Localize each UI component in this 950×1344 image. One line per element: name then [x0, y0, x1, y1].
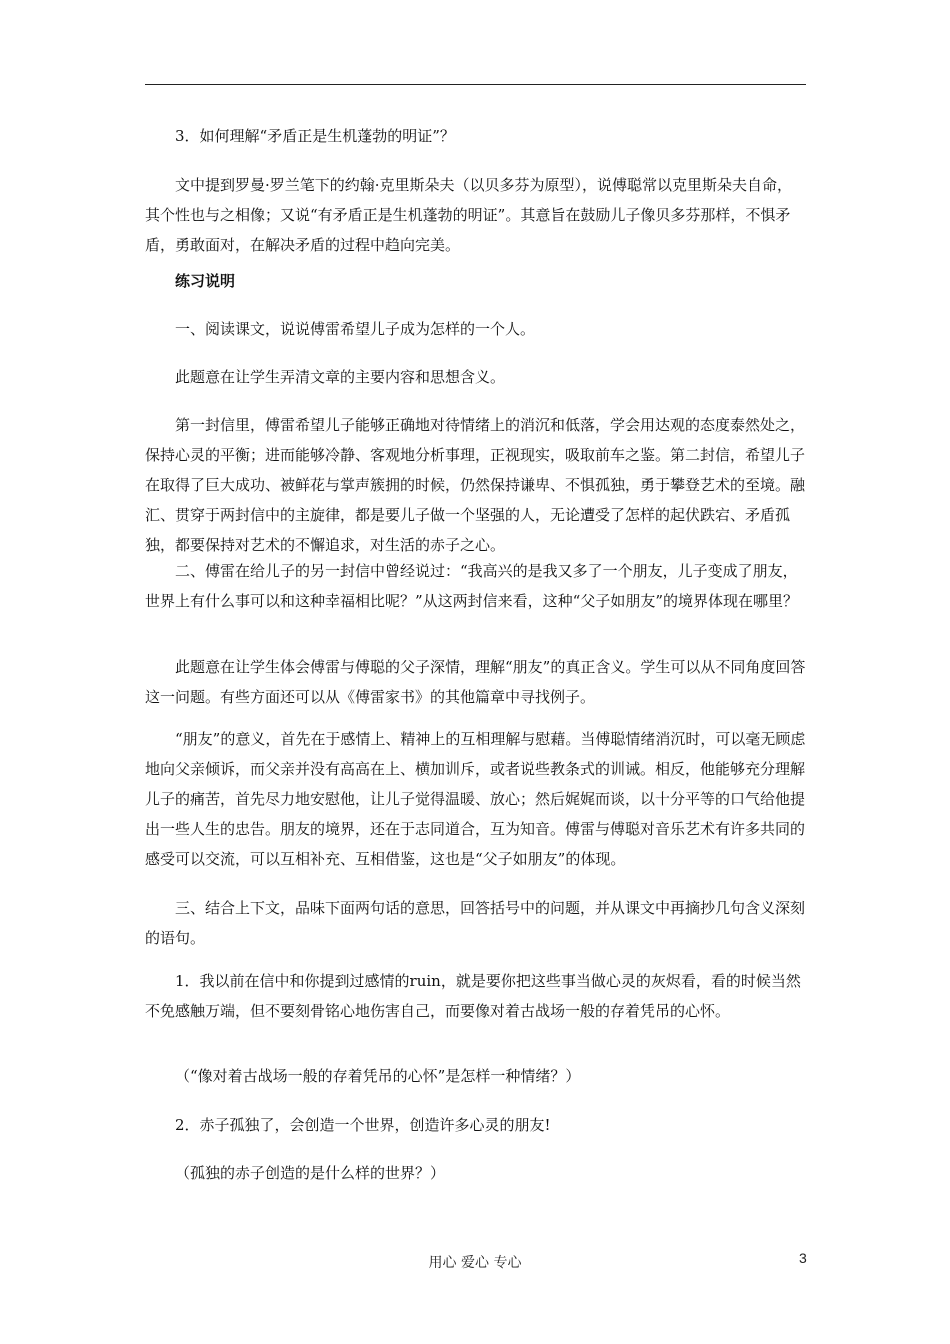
exercise-3-item-2: 2．赤子孤独了，会创造一个世界，创造许多心灵的朋友!	[175, 1116, 551, 1134]
exercise-3-item-1-question: （“像对着古战场一般的存着凭吊的心怀”是怎样一种情绪？）	[175, 1067, 581, 1085]
exercise-3-item-2-question: （孤独的赤子创造的是什么样的世界？）	[175, 1164, 446, 1182]
header-rule	[145, 84, 806, 85]
exercise-1-question: 一、阅读课文，说说傅雷希望儿子成为怎样的一个人。	[175, 320, 536, 338]
exercise-3-question: 三、结合上下文，品味下面两句话的意思，回答括号中的问题，并从课文中再摘抄几句含义深刻的语句。	[145, 899, 806, 947]
exercise-1-intent: 此题意在让学生弄清文章的主要内容和思想含义。	[175, 368, 506, 386]
question-3-title: 3．如何理解“矛盾正是生机蓬勃的明证”？	[175, 127, 455, 145]
question-3-answer: 文中提到罗曼·罗兰笔下的约翰·克里斯朵夫（以贝多芬为原型），说傅聪常以克里斯朵夫自命，其个性也与之相像；又说“有矛盾正是生机蓬勃的明证”。其意旨在鼓励儿子像贝多芬那样，不惧矛盾，勇敢面对，在解决矛盾的过程中趋向完美。	[145, 176, 793, 254]
page-number: 3	[799, 1250, 807, 1266]
section-heading: 练习说明	[175, 272, 236, 290]
footer-motto: 用心 爱心 专心	[428, 1255, 522, 1271]
exercise-3-item-1: 1．我以前在信中和你提到过感情的ruin，就是要你把这些事当做心灵的灰烬看，看的时候当然不免感触万端，但不要刻骨铭心地伤害自己，而要像对着古战场一般的存着凭吊的心怀。	[145, 972, 801, 1020]
exercise-2-question: 二、傅雷在给儿子的另一封信中曾经说过：“我高兴的是我又多了一个朋友，儿子变成了朋友，世界上有什么事可以和这种幸福相比呢？”从这两封信来看，这种“父子如朋友”的境界体现在哪里？	[145, 562, 799, 610]
exercise-2-answer: “朋友”的意义，首先在于感情上、精神上的互相理解与慰藉。当傅聪情绪消沉时，可以毫无顾虑地向父亲倾诉，而父亲并没有高高在上、横加训斥，或者说些教条式的训诫。相反，他能够充分理解儿子的痛苦，首先尽力地安慰他，让儿子觉得温暖、放心；然后娓娓而谈，以十分平等的口气给他提出一些人生的忠告。朋友的境界，还在于志同道合，互为知音。傅雷与傅聪对音乐艺术有许多共同的感受可以交流，可以互相补充、互相借鉴，这也是“父子如朋友”的体现。	[145, 730, 806, 868]
exercise-1-answer: 第一封信里，傅雷希望儿子能够正确地对待情绪上的消沉和低落，学会用达观的态度泰然处之，保持心灵的平衡；进而能够冷静、客观地分析事理，正视现实，吸取前车之鉴。第二封信，希望儿子在取得了巨大成功、被鲜花与掌声簇拥的时候，仍然保持谦卑、不惧孤独，勇于攀登艺术的至境。融汇、贯穿于两封信中的主旋律，都是要儿子做一个坚强的人，无论遭受了怎样的起伏跌宕、矛盾孤独，都要保持对艺术的不懈追求，对生活的赤子之心。	[145, 416, 806, 554]
exercise-2-intent: 此题意在让学生体会傅雷与傅聪的父子深情，理解“朋友”的真正含义。学生可以从不同角度回答这一问题。有些方面还可以从《傅雷家书》的其他篇章中寻找例子。	[145, 658, 806, 706]
